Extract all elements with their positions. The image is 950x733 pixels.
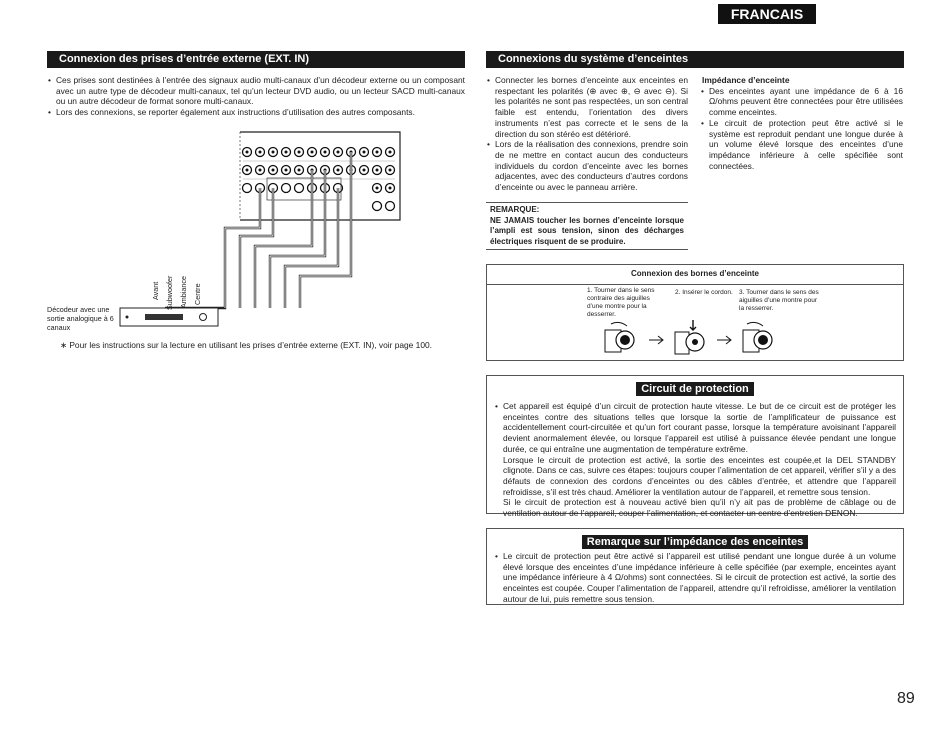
arrow-icon-1 <box>649 336 663 344</box>
channel-label-avant: Avant <box>151 281 160 300</box>
terminal-step-1: 1. Tourner dans le sens contraire des aiguilles d’une montre pour la desserrer. <box>587 287 655 318</box>
impedance-bullet-1: • Des enceintes ayant une impédance de 6 à 16 Ω/ohms peuvent être connectées pour être utilisées comme enceintes. <box>700 86 903 118</box>
terminal-loosen-icon <box>605 322 634 352</box>
protection-bullet: • Cet appareil est équipé d’un circuit de protection haute vitesse. Le but de ce circuit est de protéger les enceintes contre des situations telles que lorsque la sortie de l’amplificateur de puissance est accidentellement court-circuitée et qu’un fort courant passe, lorsque la température avoisinant l’appareil devient anormalement élevée, ou lorsque l’appareil est utilisé à puissance élevée pendant une longue durée, ce qui entraîne une augmentation de température extrême. <box>494 401 896 455</box>
right-section-title: Connexions du système d’enceintes <box>486 51 904 68</box>
right-bullet-2: • Lors de la réalisation des connexions, prendre soin de ne mettre en contact aucun des conducteurs individuels du cordon d’enceinte avec les bornes adjacentes, avec des conducteurs d’autres cordons d’enceinte ou avec le panneau arrière. <box>486 139 688 193</box>
impedance-bullet-2: • Le circuit de protection peut être activé si le système est reproduit pendant une longue durée à un volume élevé lorsque des enceintes d’une impédance inférieure à celle spécifiée sont connectées. <box>700 118 903 172</box>
impedance-section <box>700 75 903 171</box>
right-bullets <box>486 75 688 193</box>
left-section-title: Connexion des prises d’entrée externe (EXT. IN) <box>47 51 465 68</box>
terminal-step-3: 3. Tourner dans le sens des aiguilles d’une montre pour la resserrer. <box>739 289 819 312</box>
speaker-terminals-box <box>486 264 904 361</box>
protection-paragraph-3: Si le circuit de protection est à nouveau activé bien qu’il n’y ait pas de problème de câblage ou de ventilation autour de l’appareil, couper l’alimentation, et contacter un centre d’entretien DENON. <box>503 497 896 519</box>
channel-label-ambiance: Ambiance <box>179 276 188 308</box>
decoder-label: Décodeur avec une sortie analogique à 6 canaux <box>47 305 114 332</box>
receiver-rear-panel <box>240 132 400 220</box>
remark-title: REMARQUE: <box>490 205 540 214</box>
speaker-terminals-title: Connexion des bornes d’enceinte <box>630 269 760 278</box>
protection-paragraph-2: Lorsque le circuit de protection est activé, la sortie des enceintes est coupée,et la DEL STANDBY clignote. Dans ce cas, suivre ces étapes: toujours couper l’alimentation de cet appareil, vérifier s’il y a des défauts de connexion des cordons d’enceintes ou des câbles d’entrée, et attendre que l’appareil refroidisse, s’il est très chaud. Améliorer la ventilation autour de l’appareil, et remettre sous tension. <box>503 454 896 497</box>
protection-title: Circuit de protection <box>636 382 754 396</box>
channel-label-centre: Centre <box>193 283 202 305</box>
channel-label-subwoofer: Subwoofer <box>165 275 174 310</box>
language-tab: FRANCAIS <box>718 4 816 24</box>
terminal-tighten-icon <box>743 322 772 352</box>
remark-box <box>486 202 688 250</box>
impedance-note-title: Remarque sur l’impédance des enceintes <box>582 535 808 549</box>
page-number: 89 <box>897 690 915 707</box>
right-bullet-1: • Connecter les bornes d’enceinte aux enceintes en respectant les polarités (⊕ avec ⊕, ⊖ avec ⊖). Si les polarités ne sont pas respectées, un son central faible est entendu, l’orientation des divers instruments n’est pas correcte et le sens de la direction du son stéréo est détérioré. <box>486 75 688 139</box>
terminal-steps-illustration <box>597 320 827 360</box>
impedance-title: Impédance d’enceinte <box>702 75 790 85</box>
protection-circuit-box <box>486 375 904 519</box>
impedance-note-box <box>486 528 904 605</box>
terminal-insert-cord-icon <box>675 320 704 354</box>
left-bullet-2: • Lors des connexions, se reporter également aux instructions d’utilisation des autres composants. <box>47 107 465 118</box>
left-footnote: ∗ Pour les instructions sur la lecture en utilisant les prises d’entrée externe (EXT. IN), voir page 100. <box>60 340 432 350</box>
terminal-step-2: 2. Insérer le cordon. <box>675 289 733 296</box>
remark-text: NE JAMAIS toucher les bornes d’enceinte lorsque l’ampli est sous tension, sinon des décharges électriques risquent de se produire. <box>490 215 684 246</box>
impedance-note-bullet: • Le circuit de protection peut être activé si l’appareil est utilisé pendant une longue durée à un volume élevé lorsque des enceintes d’une impédance inférieure à celle spécifiée (par exemple, enceintes ayant une impédance inférieure à 4 Ω/ohms) sont connectées. Si le circuit de protection est activé, la sortie des enceintes est coupée. Couper l’alimentation de l’appareil, attendre qu’il refroidisse, améliorer la ventilation autour de lui, puis remettre sous tension. <box>494 551 896 605</box>
left-bullets <box>47 75 465 118</box>
arrow-icon-2 <box>717 336 731 344</box>
left-bullet-1: • Ces prises sont destinées à l’entrée des signaux audio multi-canaux d’un décodeur externe ou un composant avec un autre type de décodeur multi-canaux, tel qu’un lecteur DVD audio, ou un lecteur SACD multi-canaux ou un autre décodeur de format sonore multi-canaux. <box>47 75 465 107</box>
ext-in-connection-diagram <box>115 128 405 333</box>
decoder-device <box>120 308 218 326</box>
